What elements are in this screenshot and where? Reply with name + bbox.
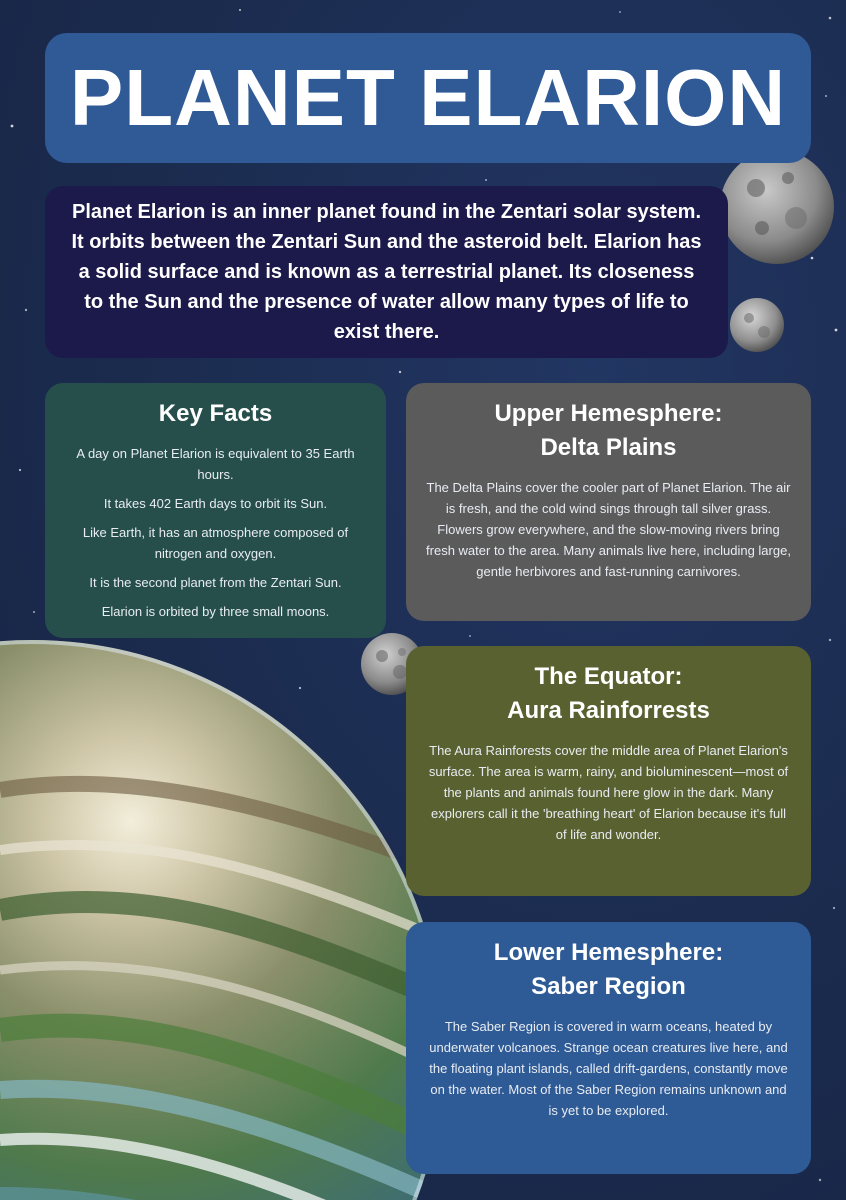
upper-hemisphere-card [406, 383, 811, 621]
lower-hemisphere-text: The Saber Region is covered in warm oceans, heated by underwater volcanoes. Strange ocean creatures live here, and the floating plant islands, called drift-gardens, constantly move on the water. Most of the Saber Region remains unknown and is yet to be explored. [429, 1019, 788, 1118]
moon-large-image [718, 148, 836, 266]
upper-hemisphere-text: The Delta Plains cover the cooler part of Planet Elarion. The air is fresh, and the cold wind sings through tall silver grass. Flowers grow everywhere, and the slow-moving rivers bring fresh water to the area. Many animals live here, including large, gentle herbivores and fast-running carnivores. [426, 480, 791, 579]
title-banner [45, 33, 811, 163]
key-facts-card [45, 383, 386, 638]
upper-heading-line2: Delta Plains [540, 434, 677, 461]
page-title: PLANET ELARION [69, 53, 787, 142]
fact-item: A day on Planet Elarion is equivalent to 35 Earth hours. [76, 446, 355, 482]
fact-item: It takes 402 Earth days to orbit its Sun. [103, 496, 328, 511]
upper-heading-line1: Upper Hemesphere: [494, 400, 723, 427]
lower-hemisphere-heading [424, 936, 793, 1004]
intro-panel [45, 186, 728, 358]
intro-text: Planet Elarion is an inner planet found in the Zentari solar system. It orbits between the Zentari Sun and the asteroid belt. Elarion has a solid surface and is known as a terrestrial planet. Its closeness to the Sun and the presence of water allow many types of life to exist there. [71, 201, 702, 343]
lower-heading-line1: Lower Hemesphere: [493, 939, 724, 966]
lower-heading-line2: Saber Region [531, 973, 686, 1000]
equator-heading-line2: Aura Rainforrests [507, 697, 710, 724]
fact-item: Elarion is orbited by three small moons. [101, 604, 330, 619]
equator-heading [424, 660, 793, 728]
equator-heading-line1: The Equator: [534, 663, 683, 690]
fact-item: It is the second planet from the Zentari Sun. [89, 575, 342, 590]
key-facts-heading: Key Facts [158, 400, 273, 427]
equator-text: The Aura Rainforests cover the middle area of Planet Elarion's surface. The area is warm, rainy, and bioluminescent—most of the plants and animals found here glow in the dark. Many explorers call it the 'breathing heart' of Elarion because it's full of life and wonder. [428, 743, 789, 842]
planet-elarion-illustration [0, 640, 444, 1200]
lower-hemisphere-card [406, 922, 811, 1174]
upper-hemisphere-heading [424, 397, 793, 465]
equator-card [406, 646, 811, 896]
fact-item: Like Earth, it has an atmosphere composed of nitrogen and oxygen. [82, 525, 349, 561]
moon-small-image [729, 296, 785, 354]
